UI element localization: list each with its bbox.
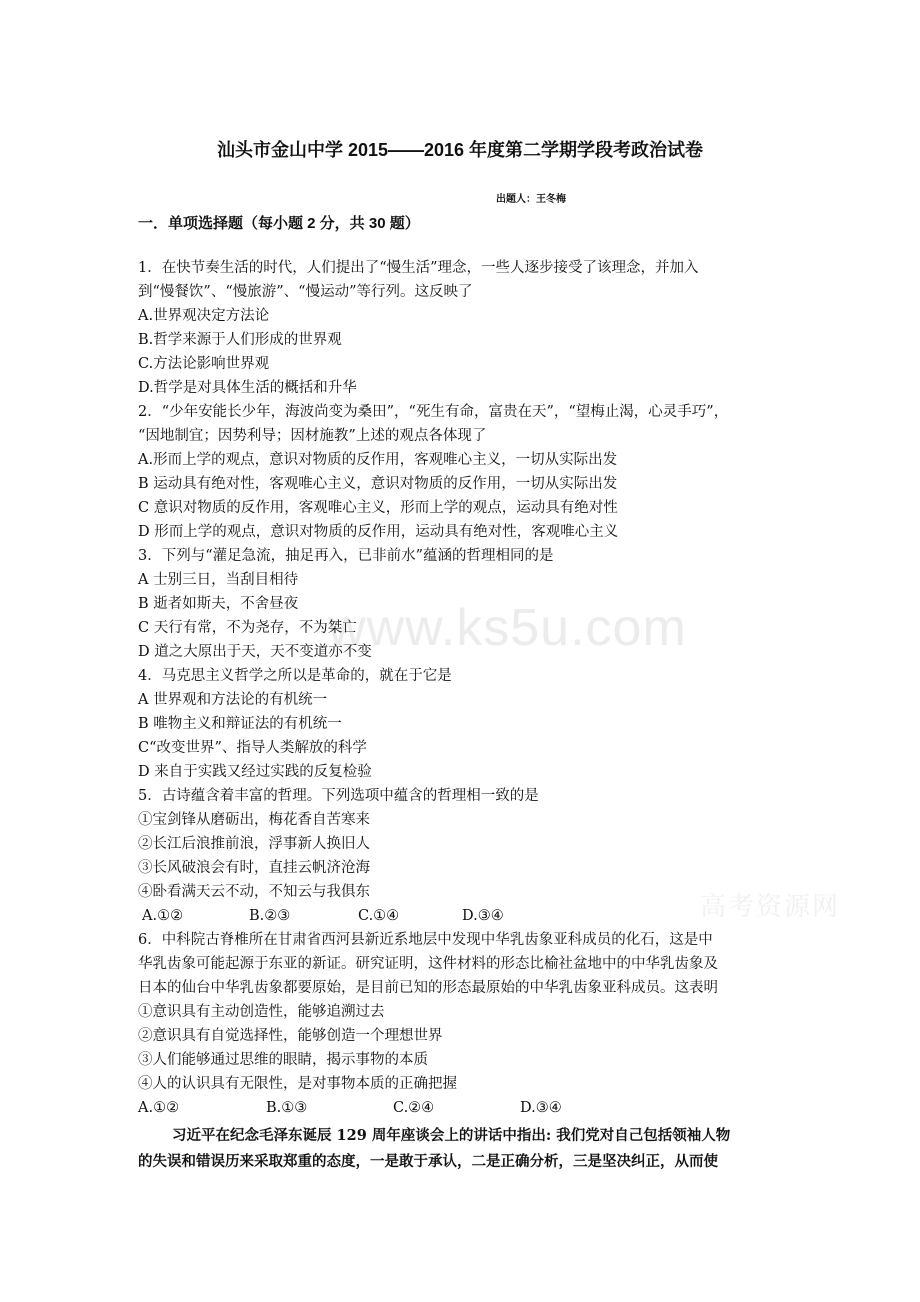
q5-option-a: A.①②	[142, 908, 184, 924]
q2-stem-line1: 2．“少年安能长少年，海波尚变为桑田”，“死生有命，富贵在天”，“望梅止渴，心灵手巧”，	[138, 404, 729, 420]
q6-item-2: ②意识具有自觉选择性，能够创造一个理想世界	[138, 1028, 443, 1044]
q1-stem-line1: 1．在快节奏生活的时代，人们提出了“慢生活”理念，一些人逐步接受了该理念，并加入	[138, 260, 699, 276]
q6-option-c: C.②④	[393, 1100, 435, 1116]
q1-option-b: B.哲学来源于人们形成的世界观	[138, 332, 342, 348]
q5-stem: 5．古诗蕴含着丰富的哲理。下列选项中蕴含的哲理相一致的是	[138, 788, 539, 804]
section-heading: 一．单项选择题（每小题 2 分，共 30 题）	[138, 215, 420, 232]
q6-stem-line1: 6．中科院古脊椎所在甘肃省西河县新近系地层中发现中华乳齿象亚科成员的化石，这是中	[138, 932, 713, 948]
q1-stem-line2: 到“慢餐饮”、“慢旅游”、“慢运动”等行列。这反映了	[138, 284, 473, 300]
q2-option-c: C 意识对物质的反作用，客观唯心主义，形而上学的观点，运动具有绝对性	[138, 500, 618, 516]
q6-option-d: D.③④	[520, 1100, 562, 1116]
q6-stem-line2: 华乳齿象可能起源于东亚的新证。研究证明，这件材料的形态比榆社盆地中的中华乳齿象及	[138, 956, 718, 972]
q4-option-b: B 唯物主义和辩证法的有机统一	[138, 716, 342, 732]
q2-option-a: A.形而上学的观点，意识对物质的反作用，客观唯心主义，一切从实际出发	[138, 452, 618, 468]
q2-stem-line2: “因地制宜；因势利导；因材施教”上述的观点各体现了	[138, 428, 487, 444]
q3-stem: 3．下列与“灌足急流，抽足再入，已非前水”蕴涵的哲理相同的是	[138, 548, 554, 564]
q7-passage-line1: 习近平在纪念毛泽东诞辰 129 周年座谈会上的讲话中指出: 我们党对自己包括领袖人物	[172, 1127, 731, 1144]
q3-option-c: C 天行有常，不为尧存，不为桀亡	[138, 620, 357, 636]
q5-item-1: ①宝剑锋从磨砺出，梅花香自苦寒来	[138, 812, 370, 828]
q4-option-a: A 世界观和方法论的有机统一	[138, 692, 328, 708]
q6-option-b: B.①③	[266, 1100, 308, 1116]
q4-stem: 4．马克思主义哲学之所以是革命的，就在于它是	[138, 668, 452, 684]
exam-title: 汕头市金山中学 2015——2016 年度第二学期学段考政治试卷	[216, 140, 704, 160]
q6-stem-line3: 日本的仙台中华乳齿象都要原始，是目前已知的形态最原始的中华乳齿象亚科成员。这表明	[138, 980, 718, 996]
q1-option-d: D.哲学是对具体生活的概括和升华	[138, 380, 357, 396]
q1-option-c: C.方法论影响世界观	[138, 356, 270, 372]
q6-item-1: ①意识具有主动创造性，能够追溯过去	[138, 1004, 385, 1020]
q5-option-d: D.③④	[462, 908, 504, 924]
q5-option-b: B.②③	[249, 908, 291, 924]
q6-item-3: ③人们能够通过思维的眼睛，揭示事物的本质	[138, 1052, 428, 1068]
q2-option-d: D 形而上学的观点，意识对物质的反作用，运动具有绝对性，客观唯心主义	[138, 524, 619, 540]
q3-option-a: A 士别三日，当刮目相待	[138, 572, 299, 588]
q5-item-3: ③长风破浪会有时，直挂云帆济沧海	[138, 860, 370, 876]
q6-item-4: ④人的认识具有无限性，是对事物本质的正确把握	[138, 1076, 457, 1092]
q2-option-b: B 运动具有绝对性，客观唯心主义，意识对物质的反作用，一切从实际出发	[138, 476, 618, 492]
q5-item-4: ④卧看满天云不动，不知云与我俱东	[138, 884, 370, 900]
q6-option-a: A.①②	[138, 1100, 180, 1116]
watermark-secondary: 高考资源网	[700, 892, 841, 922]
q5-item-2: ②长江后浪推前浪，浮事新人换旧人	[138, 836, 370, 852]
q4-option-d: D 来自于实践又经过实践的反复检验	[138, 764, 372, 780]
q7-passage-line2: 的失误和错误历来采取郑重的态度，一是敢于承认，二是正确分析，三是坚决纠正，从而使	[138, 1153, 718, 1170]
q5-option-c: C.①④	[358, 908, 400, 924]
exam-author: 出题人：王冬梅	[496, 194, 566, 205]
watermark: www.ks5u.com	[328, 599, 687, 657]
q3-option-b: B 逝者如斯夫，不舍昼夜	[138, 596, 299, 612]
q3-option-d: D 道之大原出于天，天不变道亦不变	[138, 644, 372, 660]
q4-option-c: C“改变世界”、指导人类解放的科学	[138, 740, 367, 756]
q1-option-a: A.世界观决定方法论	[138, 308, 270, 324]
